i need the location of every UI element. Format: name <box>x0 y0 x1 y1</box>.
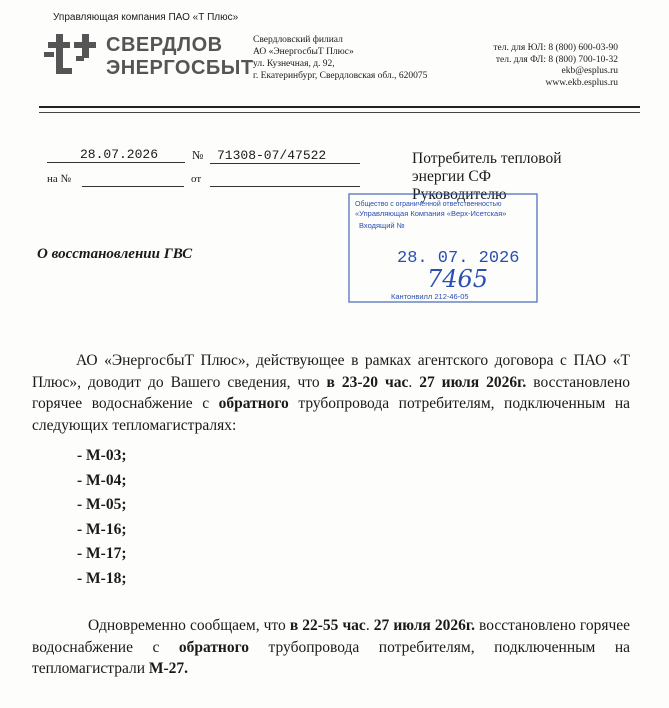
logo-text-line1: СВЕРДЛОВ <box>106 34 223 56</box>
logo-text-line2: ЭНЕРГОСБЫТ <box>106 57 254 79</box>
logo-mark-icon <box>44 30 104 82</box>
body-paragraph-2: Одновременно сообщаем, что в 22-55 час. 27 июля 2026г. восстановлено горячее водоснабжение с обратного трубопровода потребителям, подключенным на тепломагистрали М-27. <box>32 617 631 677</box>
date-underline <box>47 162 185 163</box>
stamp-date: 28. 07. 2026 <box>397 249 520 268</box>
contact-email: ekb@esplus.ru <box>561 66 618 76</box>
letter-date: 28.07.2026 <box>80 147 159 162</box>
address-line: г. Екатеринбург, Свердловская обл., 620075 <box>253 71 428 81</box>
list-item: - М-03; <box>77 447 127 464</box>
number-underline <box>210 163 360 164</box>
reply-number-underline <box>82 186 184 187</box>
header-divider <box>39 106 640 108</box>
recipient-line: Потребитель тепловой <box>412 150 562 167</box>
recipient-line: Руководителю <box>412 186 507 203</box>
stamp-line4: Кантонвилл 212-46-05 <box>391 292 469 301</box>
list-item: - М-17; <box>77 545 127 562</box>
list-item: - М-05; <box>77 496 127 513</box>
list-item: - М-18; <box>77 569 127 587</box>
address-line: ул. Кузнечная, д. 92, <box>253 59 335 69</box>
list-item: - М-04; <box>77 471 127 489</box>
contact-phone-individual: тел. для ФЛ: 8 (800) 700-10-32 <box>495 54 618 65</box>
address-line: АО «ЭнергосбыТ Плюс» <box>253 47 354 57</box>
stamp-line1: Общество с ограниченной ответственностью <box>355 201 502 208</box>
stamp-line3: Входящий № <box>359 221 405 230</box>
management-company: Управляющая компания ПАО «Т Плюс» <box>53 12 239 23</box>
letter-subject: О восстановлении ГВС <box>37 246 193 262</box>
reply-date-label: от <box>191 173 202 185</box>
address-line: Свердловский филиал <box>253 35 343 45</box>
heat-mains-list <box>77 444 127 591</box>
header-divider-thin <box>39 112 640 113</box>
body-paragraph-1: АО «ЭнергосбыТ Плюс», действующее в рамках агентского договора с ПАО «Т Плюс», доводит до Вашего сведения, что в 23-20 час. 27 июля 2026г. восстановлено горячее водоснабжение с обратного трубопровода потребителям, подключенным на следующих тепломагистралях: <box>32 352 631 434</box>
reply-date-underline <box>210 186 360 187</box>
recipient-line: энергии СФ <box>412 168 491 185</box>
company-logo <box>44 30 254 82</box>
stamp-number: 7465 <box>427 265 489 293</box>
letter-number: 71308-07/47522 <box>217 148 327 163</box>
sender-address <box>253 34 427 82</box>
incoming-stamp <box>345 192 541 307</box>
list-item: - М-16; <box>77 520 127 538</box>
number-sign: № <box>192 148 204 162</box>
contact-website: www.ekb.esplus.ru <box>545 77 618 88</box>
contact-phone-legal: тел. для ЮЛ: 8 (800) 600-03-90 <box>493 43 618 53</box>
stamp-line2: «Управляющая Компания «Верх-Исетская» <box>355 209 507 218</box>
sender-contacts <box>470 43 618 89</box>
reply-to-number-label: на № <box>47 173 72 185</box>
